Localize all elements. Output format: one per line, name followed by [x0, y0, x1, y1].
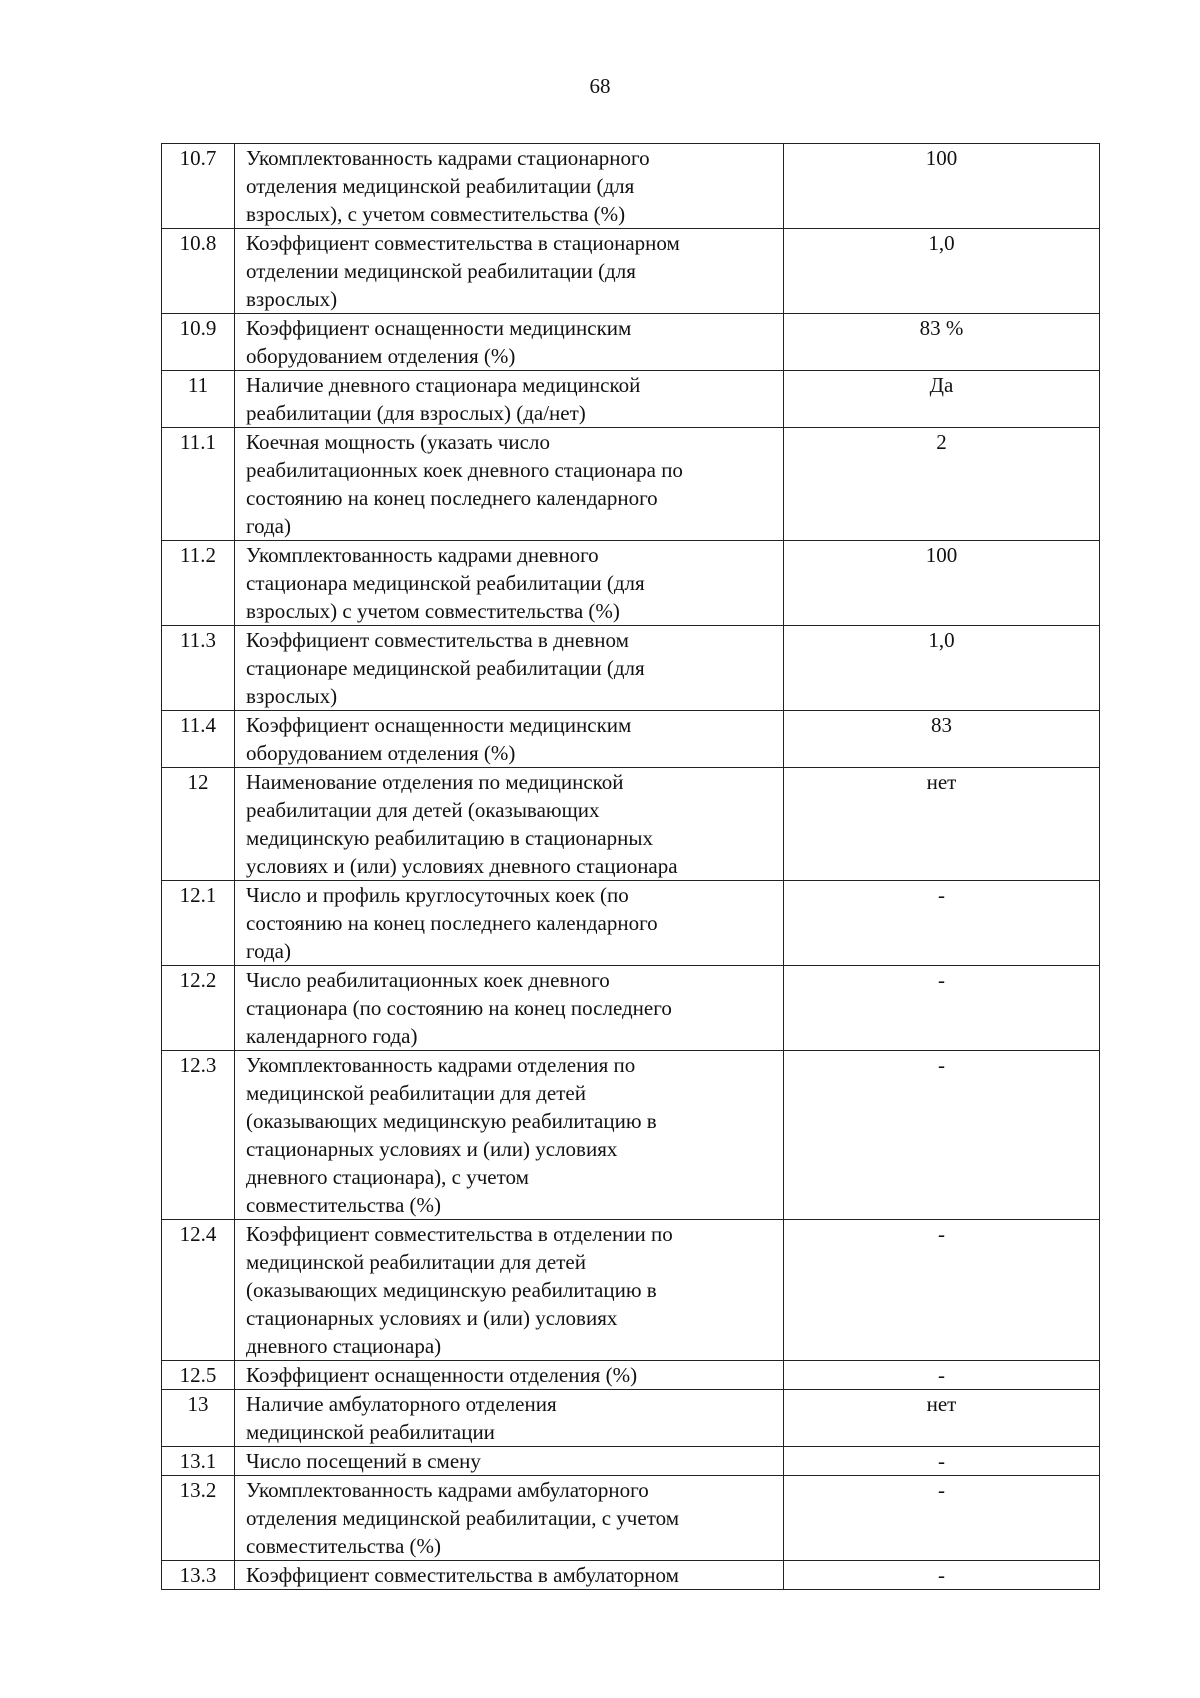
- row-number-cell: 12.5: [162, 1361, 235, 1390]
- row-number-cell: 12.1: [162, 881, 235, 966]
- row-value-cell: нет: [784, 1390, 1100, 1447]
- row-number-cell: 10.8: [162, 229, 235, 314]
- row-description-cell: [235, 881, 784, 966]
- table-row: [162, 768, 1100, 881]
- row-description-cell: [235, 1390, 784, 1447]
- row-description-text: Коэффициент оснащенности медицинским оборудованием отделения (%): [246, 316, 632, 368]
- row-description-cell: [235, 314, 784, 371]
- row-value-cell: -: [784, 1447, 1100, 1476]
- row-value-cell: -: [784, 966, 1100, 1051]
- row-description-cell: [235, 1220, 784, 1361]
- row-value-cell: 100: [784, 144, 1100, 229]
- row-value-cell: Да: [784, 371, 1100, 428]
- row-description-text: Коэффициент совместительства в амбулаторном: [246, 1563, 679, 1587]
- row-description-cell: [235, 1561, 784, 1590]
- row-number-cell: 13: [162, 1390, 235, 1447]
- table-row: [162, 1220, 1100, 1361]
- row-description-text: Наличие дневного стационара медицинской реабилитации (для взрослых) (да/нет): [246, 373, 641, 425]
- row-value-cell: -: [784, 1476, 1100, 1561]
- row-description-cell: [235, 541, 784, 626]
- row-description-text: Число реабилитационных коек дневного стационара (по состоянию на конец последнего календарного года): [246, 968, 672, 1048]
- table-row: [162, 626, 1100, 711]
- row-number-cell: 11.3: [162, 626, 235, 711]
- row-description-cell: [235, 966, 784, 1051]
- row-description-cell: [235, 428, 784, 541]
- row-value-cell: -: [784, 1561, 1100, 1590]
- table-row: [162, 229, 1100, 314]
- row-description-cell: [235, 711, 784, 768]
- row-value-cell: -: [784, 1220, 1100, 1361]
- row-number-cell: 12.3: [162, 1051, 235, 1220]
- row-number-cell: 10.9: [162, 314, 235, 371]
- row-value-cell: 83: [784, 711, 1100, 768]
- table-row: [162, 144, 1100, 229]
- row-number-cell: 13.2: [162, 1476, 235, 1561]
- row-description-cell: [235, 1476, 784, 1561]
- row-description-text: Коэффициент совместительства в дневном стационаре медицинской реабилитации (для взрослых): [246, 628, 645, 708]
- row-description-text: Укомплектованность кадрами амбулаторного отделения медицинской реабилитации, с учетом совместительства (%): [246, 1478, 679, 1558]
- row-number-cell: 12: [162, 768, 235, 881]
- table-row: [162, 711, 1100, 768]
- row-value-cell: 1,0: [784, 626, 1100, 711]
- row-description-cell: [235, 229, 784, 314]
- row-description-text: Коэффициент оснащенности медицинским оборудованием отделения (%): [246, 713, 632, 765]
- row-description-cell: [235, 144, 784, 229]
- row-number-cell: 11.4: [162, 711, 235, 768]
- row-description-cell: [235, 1447, 784, 1476]
- row-number-cell: 13.1: [162, 1447, 235, 1476]
- row-description-cell: [235, 1051, 784, 1220]
- table-row: [162, 1361, 1100, 1390]
- row-number-cell: 13.3: [162, 1561, 235, 1590]
- row-description-cell: [235, 768, 784, 881]
- row-value-cell: 2: [784, 428, 1100, 541]
- row-description-text: Коэффициент совместительства в отделении по медицинской реабилитации для детей (оказывающих медицинскую реабилитацию в стационарных условиях и (или) условиях дневного стационара): [246, 1222, 673, 1358]
- row-value-cell: нет: [784, 768, 1100, 881]
- row-description-text: Коэффициент оснащенности отделения (%): [246, 1363, 638, 1387]
- row-value-cell: -: [784, 1361, 1100, 1390]
- row-description-text: Число и профиль круглосуточных коек (по состоянию на конец последнего календарного года): [246, 883, 658, 963]
- row-description-text: Наименование отделения по медицинской реабилитации для детей (оказывающих медицинскую реабилитацию в стационарных условиях и (или) условиях дневного стационара: [246, 770, 678, 878]
- row-description-text: Укомплектованность кадрами стационарного отделения медицинской реабилитации (для взрослых), с учетом совместительства (%): [246, 146, 650, 226]
- row-description-cell: [235, 1361, 784, 1390]
- table-row: [162, 1447, 1100, 1476]
- row-number-cell: 12.4: [162, 1220, 235, 1361]
- row-number-cell: 11: [162, 371, 235, 428]
- row-description-cell: [235, 626, 784, 711]
- row-description-text: Коечная мощность (указать число реабилитационных коек дневного стационара по состоянию на конец последнего календарного года): [246, 430, 683, 538]
- row-value-cell: -: [784, 1051, 1100, 1220]
- row-description-text: Коэффициент совместительства в стационарном отделении медицинской реабилитации (для взрослых): [246, 231, 680, 311]
- row-description-text: Число посещений в смену: [246, 1449, 481, 1473]
- row-number-cell: 12.2: [162, 966, 235, 1051]
- table-row: [162, 881, 1100, 966]
- table-row: [162, 314, 1100, 371]
- table-row: [162, 1390, 1100, 1447]
- page-number: 68: [589, 74, 611, 98]
- row-value-cell: 100: [784, 541, 1100, 626]
- indicators-table: [161, 143, 1100, 1590]
- table-row: [162, 966, 1100, 1051]
- row-number-cell: 10.7: [162, 144, 235, 229]
- table-row: [162, 428, 1100, 541]
- table-body: [162, 144, 1100, 1590]
- table-row: [162, 1476, 1100, 1561]
- row-description-text: Укомплектованность кадрами отделения по медицинской реабилитации для детей (оказывающих медицинскую реабилитацию в стационарных условиях и (или) условиях дневного стационара), с учетом совместительства (%): [246, 1053, 657, 1217]
- row-description-text: Наличие амбулаторного отделения медицинской реабилитации: [246, 1392, 557, 1444]
- table-row: [162, 1561, 1100, 1590]
- row-description-text: Укомплектованность кадрами дневного стационара медицинской реабилитации (для взрослых) с учетом совместительства (%): [246, 543, 645, 623]
- table-row: [162, 371, 1100, 428]
- row-number-cell: 11.2: [162, 541, 235, 626]
- row-value-cell: 83 %: [784, 314, 1100, 371]
- row-number-cell: 11.1: [162, 428, 235, 541]
- row-value-cell: -: [784, 881, 1100, 966]
- table-row: [162, 541, 1100, 626]
- row-value-cell: 1,0: [784, 229, 1100, 314]
- table-row: [162, 1051, 1100, 1220]
- row-description-cell: [235, 371, 784, 428]
